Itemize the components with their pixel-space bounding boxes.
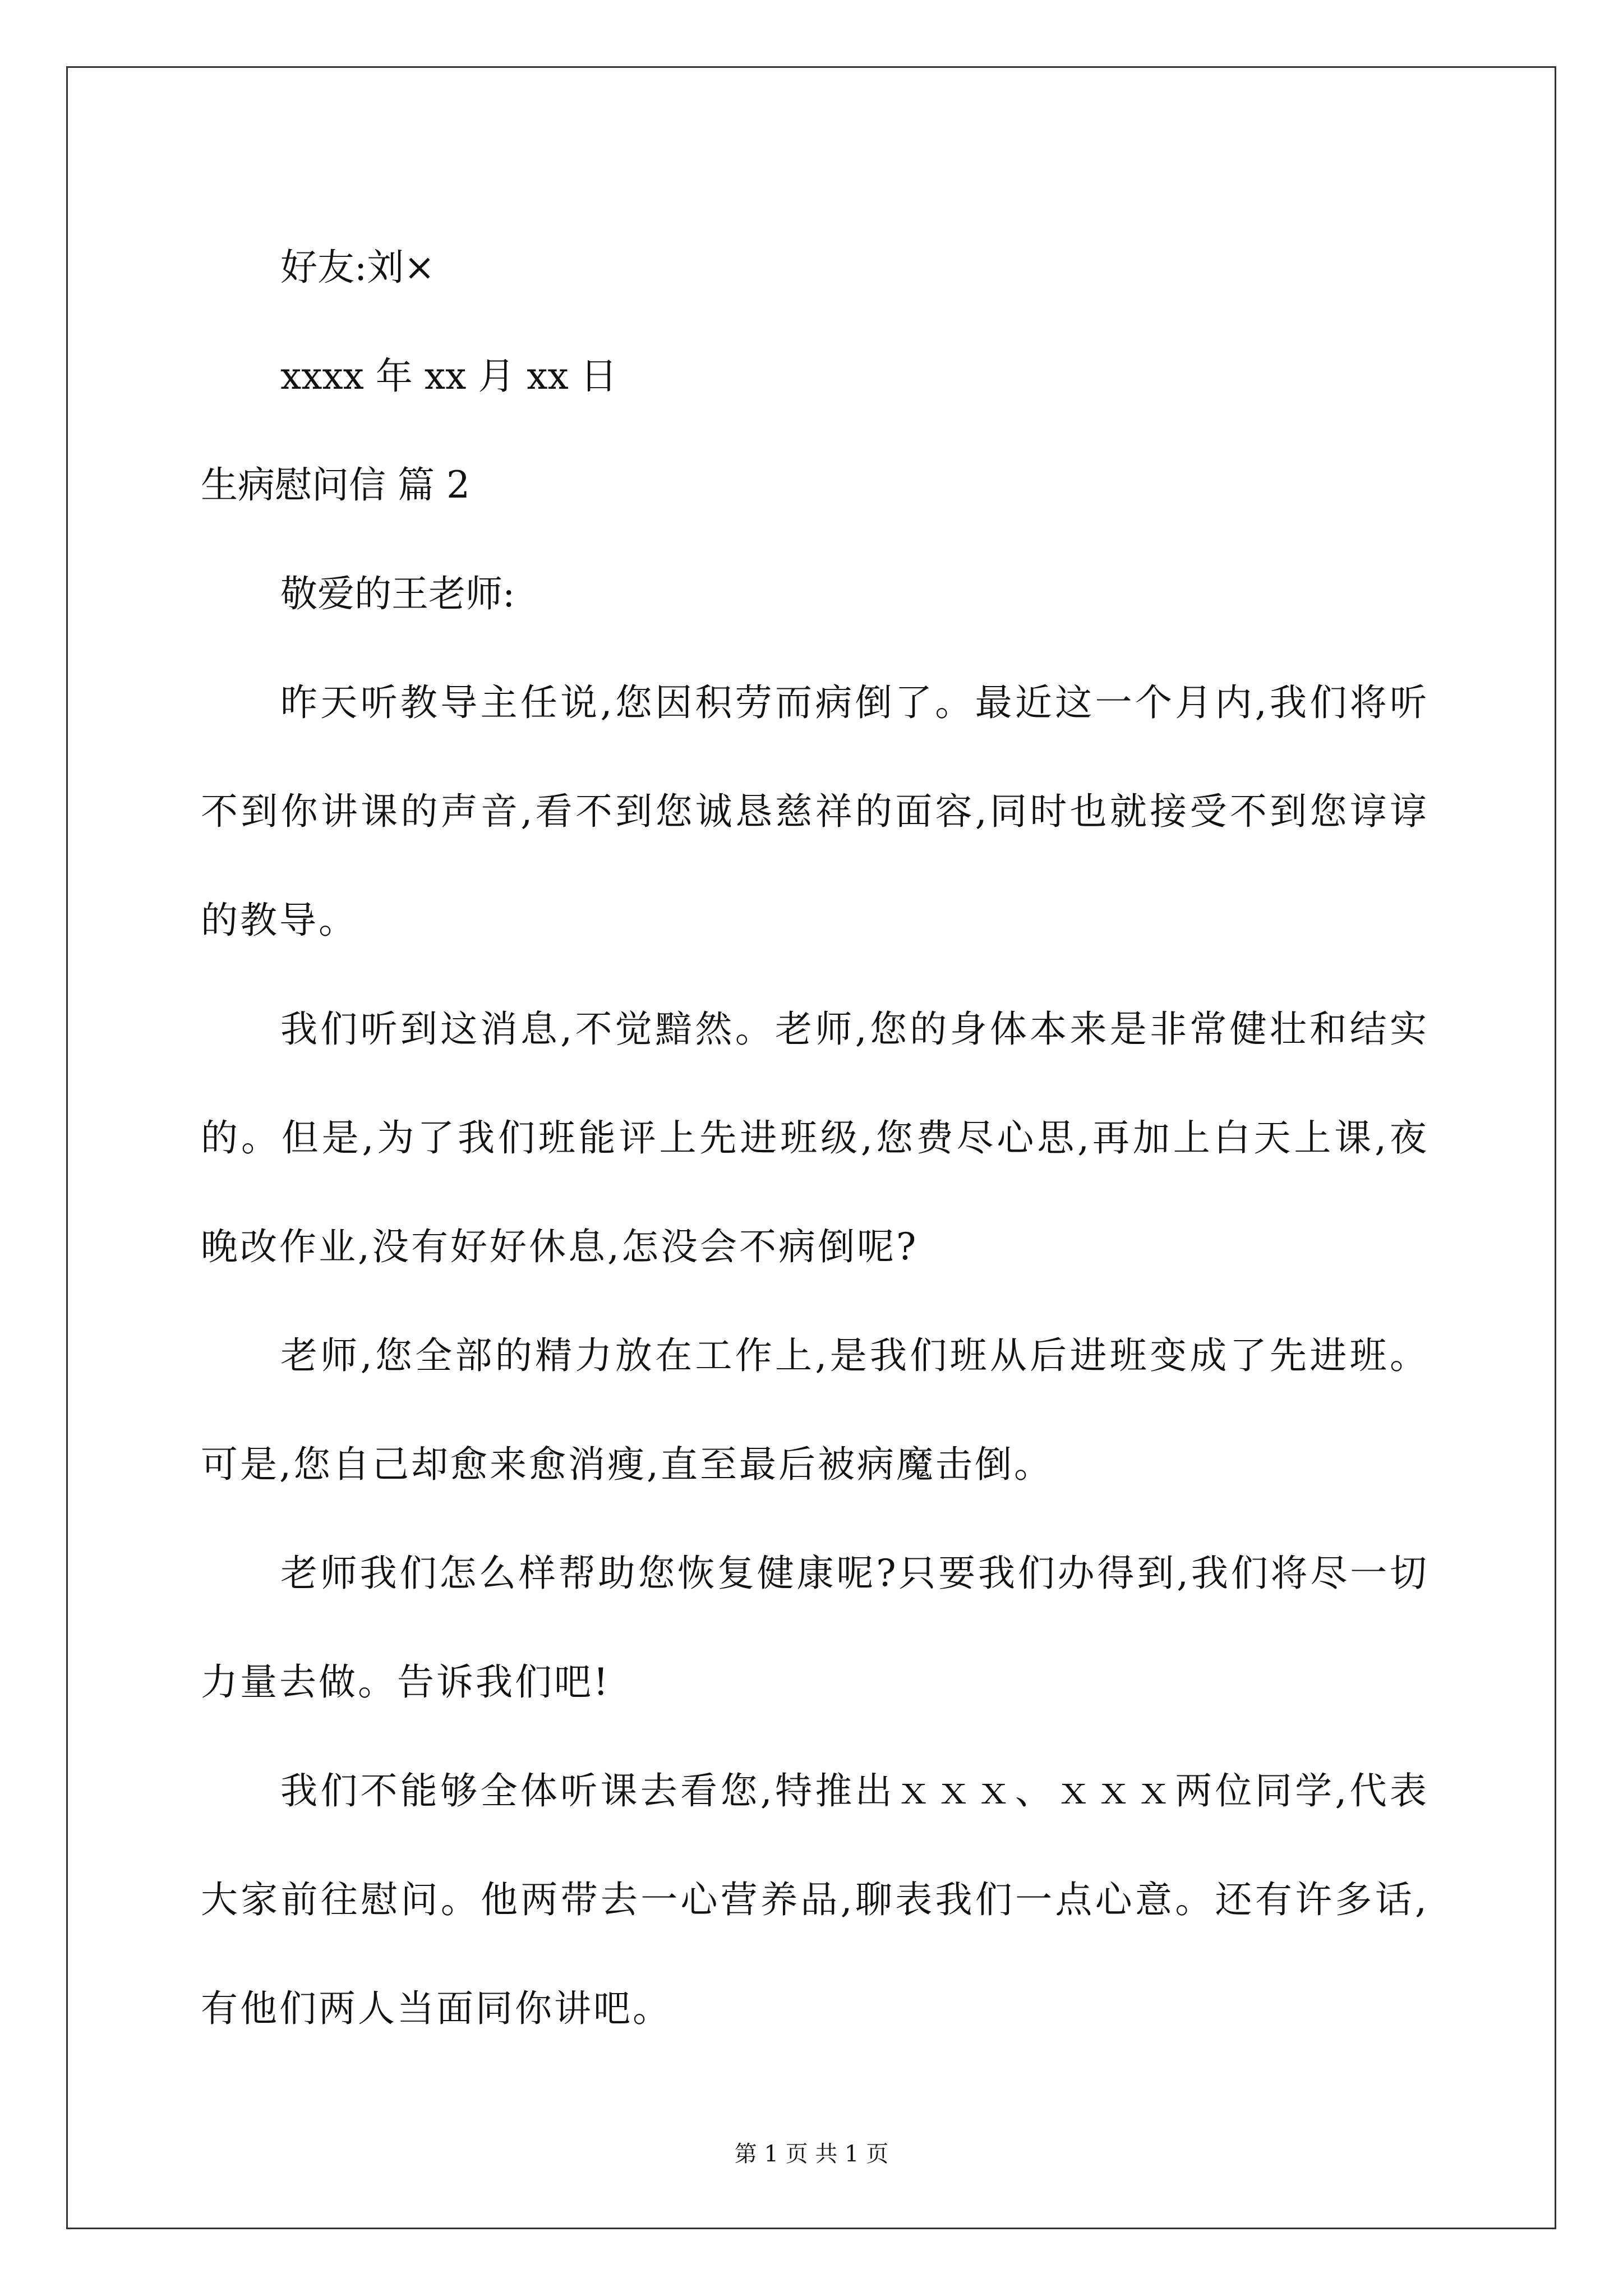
paragraph-5: 我们不能够全体听课去看您,特推出ｘｘｘ、ｘｘｘ两位同学,代表大家前往慰问。他两带去一心营养品,聊表我们一点心意。还有许多话,有他们两人当面同你讲吧。 bbox=[201, 1769, 1429, 2030]
date-line: xxxx 年 xx 月 xx 日 bbox=[280, 355, 617, 398]
paragraph-4: 老师我们怎么样帮助您恢复健康呢?只要我们办得到,我们将尽一切力量去做。告诉我们吧! bbox=[201, 1552, 1429, 1704]
paragraph-2: 我们听到这消息,不觉黯然。老师,您的身体本来是非常健壮和结实的。但是,为了我们班能评上先进班级,您费尽心思,再加上白天上课,夜晚改作业,没有好好休息,怎没会不病倒呢? bbox=[201, 1007, 1429, 1268]
sender-line: 好友:刘× bbox=[280, 246, 435, 289]
paragraph-1: 昨天听教导主任说,您因积劳而病倒了。最近这一个月内,我们将听不到你讲课的声音,看不到您诚恳慈祥的面容,同时也就接受不到您谆谆的教导。 bbox=[201, 681, 1429, 942]
letter-body bbox=[201, 213, 1429, 2063]
paragraph-3: 老师,您全部的精力放在工作上,是我们班从后进班变成了先进班。可是,您自己却愈来愈消瘦,直至最后被病魔击倒。 bbox=[201, 1334, 1429, 1486]
section-title: 生病慰问信 篇 2 bbox=[201, 463, 470, 507]
salutation: 敬爱的王老师: bbox=[280, 572, 515, 615]
page-footer: 第 1 页 共 1 页 bbox=[734, 2141, 889, 2167]
